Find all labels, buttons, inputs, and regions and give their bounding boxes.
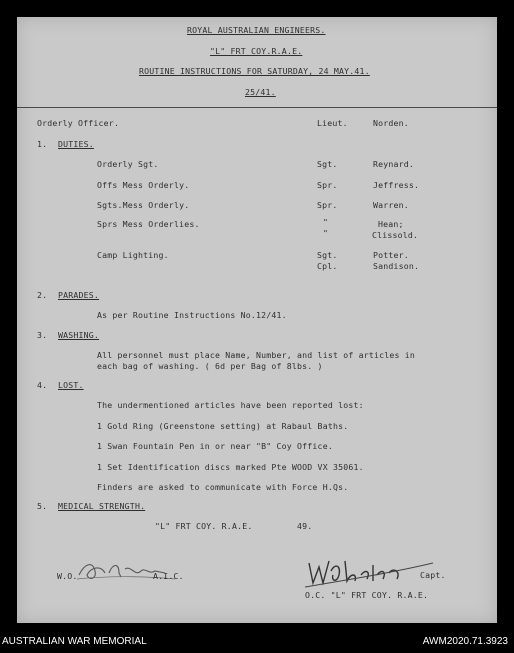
duty-name: Offs Mess Orderly. bbox=[97, 180, 190, 190]
duty-rank: Sgt. bbox=[317, 250, 338, 260]
orderly-officer-rank: Lieut. bbox=[317, 118, 348, 128]
section-number: 3. bbox=[37, 330, 48, 340]
section-number: 2. bbox=[37, 290, 48, 300]
lost-intro: The undermentioned articles have been reported lost: bbox=[97, 400, 364, 410]
duty-rank: " bbox=[323, 217, 329, 227]
medical-unit: "L" FRT COY. R.A.E. bbox=[155, 521, 253, 531]
section-title-parades: PARADES. bbox=[58, 290, 100, 300]
lost-item: 1 Swan Fountain Pen in or near "B" Coy Office. bbox=[97, 441, 333, 451]
section-number: 1. bbox=[37, 139, 48, 149]
duty-person: Potter. bbox=[373, 250, 409, 260]
left-signature-suffix: A.I.C. bbox=[153, 571, 184, 581]
document-page bbox=[17, 17, 497, 623]
duty-person: Jeffress. bbox=[373, 180, 420, 190]
duty-person: Hean; bbox=[378, 219, 404, 229]
duty-rank: " bbox=[323, 228, 329, 238]
right-signature-title: O.C. "L" FRT COY. R.A.E. bbox=[305, 590, 429, 600]
duty-name: Sgts.Mess Orderly. bbox=[97, 200, 190, 210]
header-line4: 25/41. bbox=[245, 87, 276, 97]
medical-count: 49. bbox=[297, 521, 313, 531]
duty-rank: Spr. bbox=[317, 200, 338, 210]
section-title-duties: DUTIES. bbox=[58, 139, 94, 149]
duty-name: Camp Lighting. bbox=[97, 250, 169, 260]
section-number: 5. bbox=[37, 501, 48, 511]
washing-text-line1: All personnel must place Name, Number, and list of articles in bbox=[97, 350, 416, 360]
orderly-officer-name: Norden. bbox=[373, 118, 409, 128]
right-signature-rank: Capt. bbox=[420, 570, 446, 580]
lost-finders: Finders are asked to communicate with Force H.Qs. bbox=[97, 482, 349, 492]
orderly-officer-label: Orderly Officer. bbox=[37, 118, 120, 128]
duty-rank: Spr. bbox=[317, 180, 338, 190]
parades-text: As per Routine Instructions No.12/41. bbox=[97, 310, 287, 320]
left-signature-prefix: W.O. bbox=[57, 571, 78, 581]
section-title-medical-strength: MEDICAL STRENGTH. bbox=[58, 501, 146, 511]
section-title-lost: LOST. bbox=[58, 380, 84, 390]
section-title-washing: WASHING. bbox=[58, 330, 100, 340]
duty-rank: Sgt. bbox=[317, 159, 338, 169]
duty-person: Reynard. bbox=[373, 159, 415, 169]
fold-line bbox=[17, 107, 497, 108]
section-number: 4. bbox=[37, 380, 48, 390]
header-line3: ROUTINE INSTRUCTIONS FOR SATURDAY, 24 MAY.41. bbox=[139, 66, 370, 76]
header-line1: ROYAL AUSTRALIAN ENGINEERS. bbox=[187, 25, 326, 35]
duty-name: Sprs Mess Orderlies. bbox=[97, 219, 200, 229]
lost-item: 1 Gold Ring (Greenstone setting) at Rabaul Baths. bbox=[97, 421, 349, 431]
duty-person: Sandison. bbox=[373, 261, 420, 271]
duty-name: Orderly Sgt. bbox=[97, 159, 159, 169]
washing-text-line2: each bag of washing. ( 6d per Bag of 8lbs. ) bbox=[97, 361, 323, 371]
lost-item: 1 Set Identification discs marked Pte WOOD VX 35061. bbox=[97, 462, 364, 472]
footer-left: AUSTRALIAN WAR MEMORIAL bbox=[2, 636, 147, 647]
duty-person: Clissold. bbox=[372, 230, 419, 240]
footer-right: AWM2020.71.3923 bbox=[422, 636, 508, 647]
duty-person: Warren. bbox=[373, 200, 409, 210]
duty-rank: Cpl. bbox=[317, 261, 338, 271]
header-line2: "L" FRT COY.R.A.E. bbox=[210, 46, 303, 56]
